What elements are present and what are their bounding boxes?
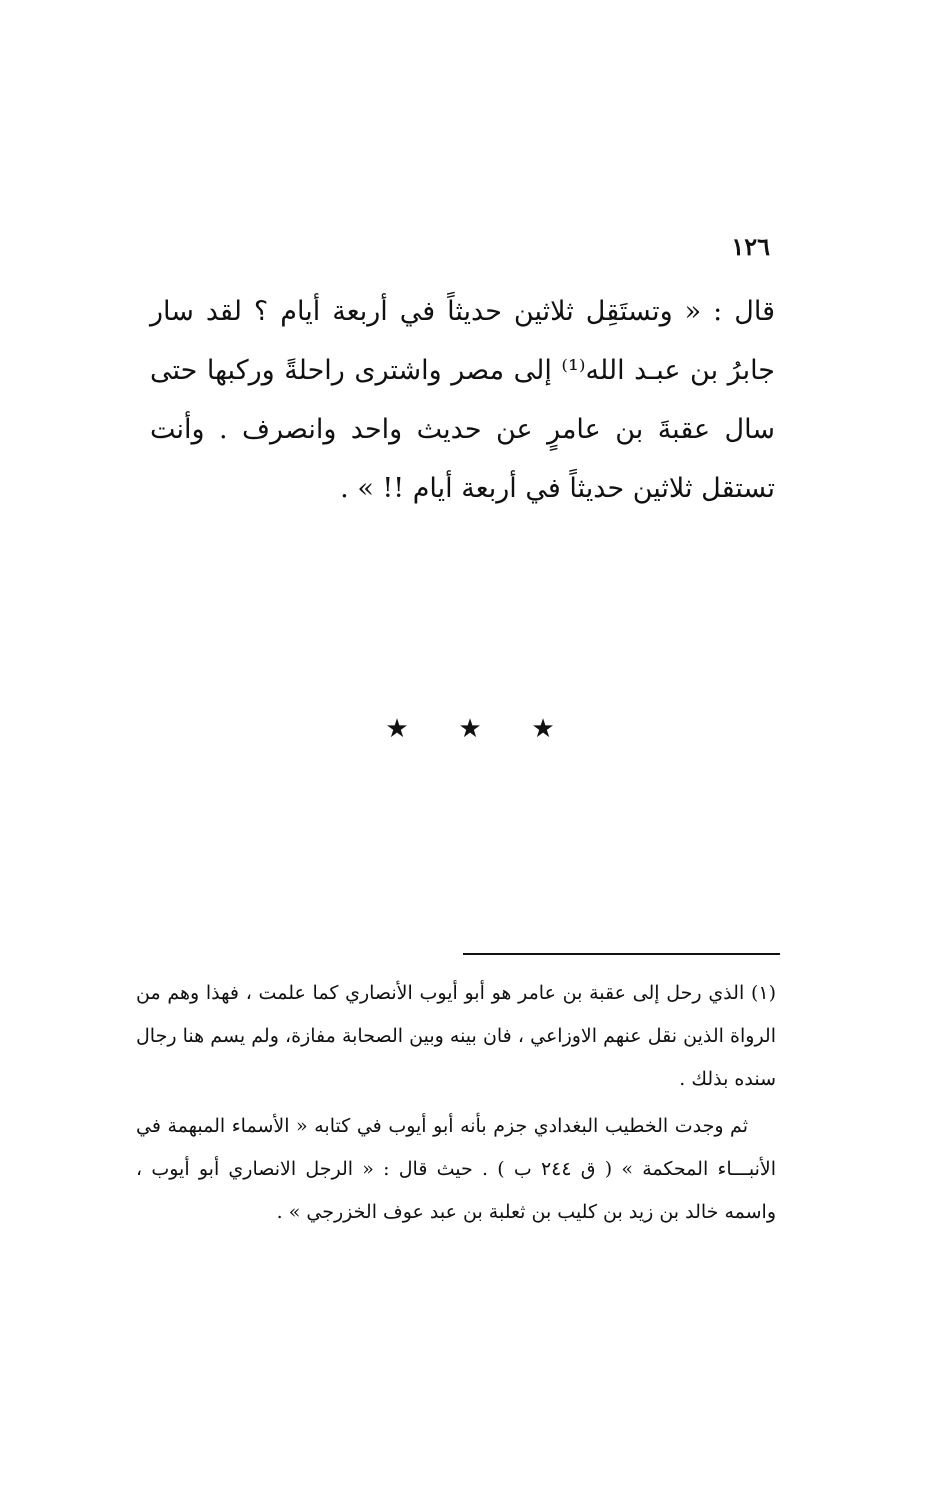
footnotes-block [136,972,776,1234]
page-number: ١٢٦ [731,232,770,261]
star-icon: ★ [385,714,409,744]
star-icon: ★ [531,714,555,744]
footnote-divider [463,953,780,955]
section-separator [380,712,560,746]
footnote-paragraph-2: ثم وجدت الخطيب البغدادي جزم بأنه أبو أيوب في كتابه « الأسماء المبهمة في الأنبـــاء المحكمة » ( ق ٢٤٤ ب ) . حيث قال : « الرجل الانصاري أبو أيوب ، واسمه خالد بن زيد بن كليب بن ثعلبة بن عبد عوف الخزرجي » . [136,1115,776,1223]
main-paragraph: قال : « وتستَقِل ثلاثين حديثاً في أربعة أيام ؟ لقد سار جابرُ بن عبـد الله⁽¹⁾ إلى مصر واشترى راحلةً وركبها حتى سال عقبةَ بن عامرٍ عن حديث واحد وانصرف . وأنت تستقل ثلاثين حديثاً في أربعة أيام !! » . [150,296,775,504]
main-text-block [150,282,775,518]
star-icon: ★ [458,714,482,744]
footnote-paragraph-1: (١) الذي رحل إلى عقبة بن عامر هو أبو أيوب الأنصاري كما علمت ، فهذا وهم من الرواة الذين نقل عنهم الاوزاعي ، فان بينه وبين الصحابة مفازة، ولم يسم هنا رجال سنده بذلك . [136,982,776,1090]
